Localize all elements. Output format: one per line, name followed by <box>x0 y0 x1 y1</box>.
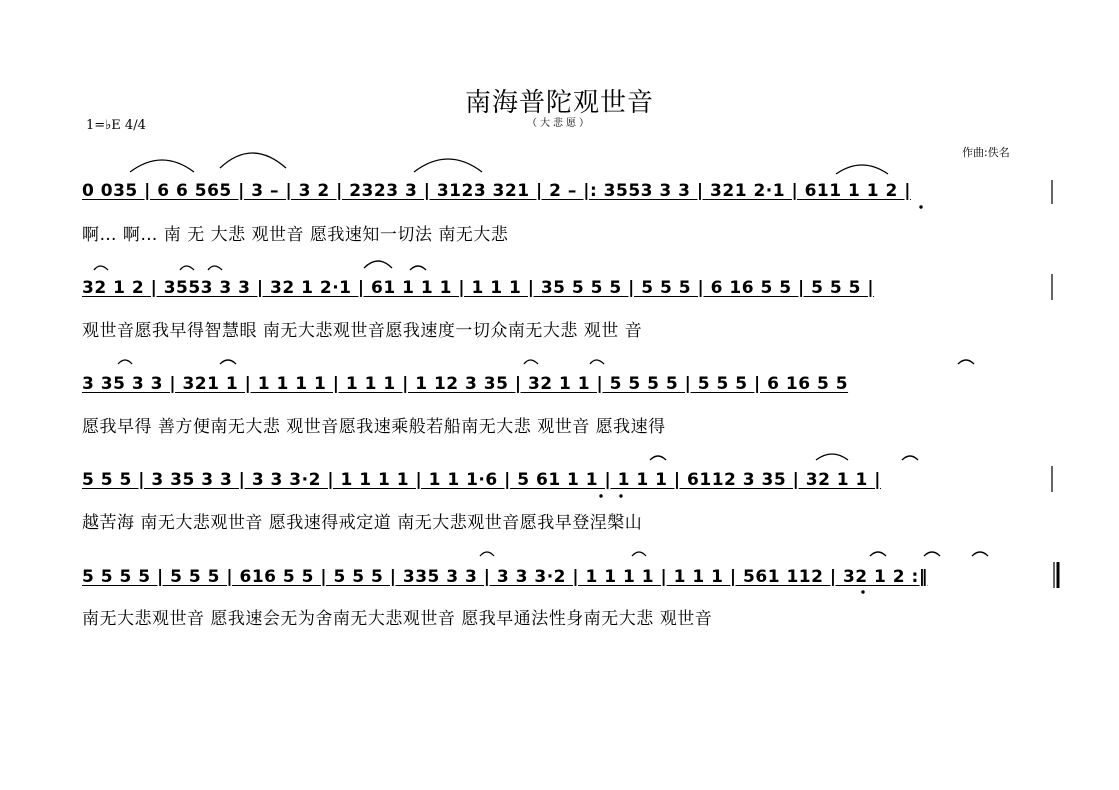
slur-mark <box>958 360 974 364</box>
slur-mark <box>180 266 194 270</box>
slur-mark <box>118 360 132 364</box>
slur-mark <box>480 552 494 556</box>
slur-mark <box>836 165 888 174</box>
song-title: 南海普陀观世音 <box>464 88 654 118</box>
octave-dot <box>619 494 622 497</box>
slur-mark <box>870 552 886 556</box>
composer-credit: 作曲:佚名 <box>962 146 1010 159</box>
slur-mark <box>220 153 286 168</box>
notation-line-3: 3 35 3 3 | 321 1 | 1 1 1 1 | 1 1 1 | 1 12 3 35 | 32 1 1 | 5 5 5 5 | 5 5 5 | 6 16 5 5 <box>82 374 849 394</box>
lyrics-line-5: 南无大悲观世音 愿我速会无为舍南无大悲观世音 愿我早通法性身南无大悲 观世音 <box>82 609 713 629</box>
slur-mark <box>220 360 236 364</box>
octave-dot <box>919 205 922 208</box>
slur-mark <box>410 266 426 270</box>
slur-mark <box>130 160 194 172</box>
lyrics-line-1: 啊… 啊… 南 无 大悲 观世音 愿我速知一切法 南无大悲 <box>82 225 509 245</box>
notation-line-5: 5 5 5 5 | 5 5 5 | 616 5 5 | 5 5 5 | 335 3 3 | 3 3 3·2 | 1 1 1 1 | 1 1 1 | 561 112 | 32 1 2 :‖ <box>82 567 928 587</box>
slur-mark <box>902 456 918 460</box>
slur-mark <box>208 266 222 270</box>
notation-line-1: 0 035 | 6 6 565 | 3 – | 3 2 | 2323 3 | 3123 321 | 2 – |: 3553 3 3 | 321 2·1 | 611 1 1 2 | <box>82 181 911 201</box>
octave-dot <box>861 590 864 593</box>
slur-mark <box>590 360 604 364</box>
lyrics-line-3: 愿我早得 善方便南无大悲 观世音愿我速乘般若船南无大悲 观世音 愿我速得 <box>82 417 666 437</box>
lyrics-line-2: 观世音愿我早得智慧眼 南无大悲观世音愿我速度一切众南无大悲 观世 音 <box>82 321 643 341</box>
slur-mark <box>972 552 988 556</box>
slur-mark <box>524 360 538 364</box>
slur-mark <box>650 456 666 460</box>
slur-mark <box>414 159 482 172</box>
notation-line-4: 5 5 5 | 3 35 3 3 | 3 3 3·2 | 1 1 1 1 | 1 1 1·6 | 5 61 1 1 | 1 1 1 | 6112 3 35 | 32 1 1 | <box>82 470 882 490</box>
key-signature: 1=♭E 4/4 <box>86 118 146 133</box>
slur-mark <box>924 552 940 556</box>
notation-line-2: 32 1 2 | 3553 3 3 | 32 1 2·1 | 61 1 1 1 | 1 1 1 | 35 5 5 5 | 5 5 5 | 6 16 5 5 | 5 5 5 | <box>82 278 875 298</box>
octave-dot <box>599 494 602 497</box>
slur-mark <box>632 552 646 556</box>
lyrics-line-4: 越苦海 南无大悲观世音 愿我速得戒定道 南无大悲观世音愿我早登涅槃山 <box>82 513 643 533</box>
slur-mark <box>364 261 392 268</box>
slur-mark <box>816 454 848 460</box>
slur-mark <box>94 266 108 270</box>
song-subtitle: （大悲愿） <box>527 118 592 129</box>
